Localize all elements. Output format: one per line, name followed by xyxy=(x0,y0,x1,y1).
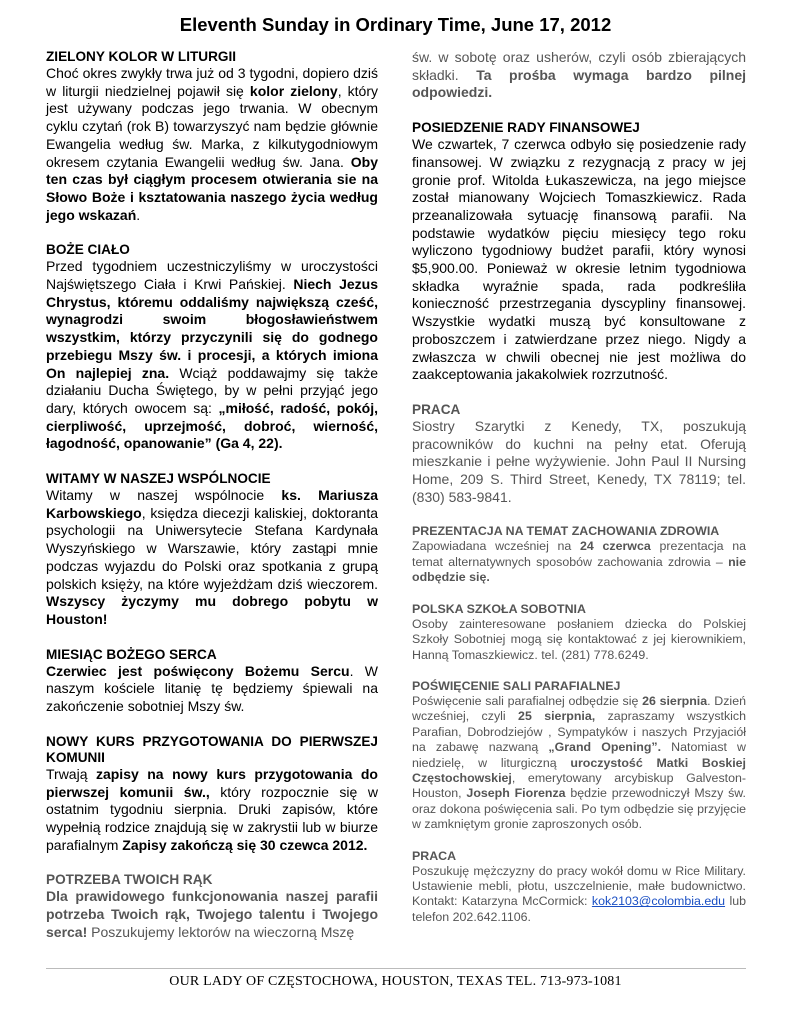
section-heading: PRACA xyxy=(412,848,457,863)
section-sala-parafialna xyxy=(412,679,746,833)
section-body xyxy=(46,258,378,453)
section-witamy xyxy=(46,471,378,629)
section-body xyxy=(46,766,378,855)
section-heading: POTRZEBA TWOICH RĄK xyxy=(46,872,213,888)
body-text: prezentacja na temat alternatywnych sposobów zachowania zdrowia – xyxy=(412,539,746,569)
section-heading: POŚWIĘCENIE SALI PARAFIALNEJ xyxy=(412,678,621,693)
section-body xyxy=(412,864,746,926)
section-rada-finansowa xyxy=(412,120,746,384)
body-text: . xyxy=(136,206,141,223)
body-bold: „miłość, radość, pokój, cierpliwość, uprzejmość, dobroć, wierność, łagodność, opanowanie” (Ga 4, 22). xyxy=(46,399,378,452)
section-body: Siostry Szarytki z Kenedy, TX, poszukują pracowników do kuchni na pełny etat. Oferują mieszkanie i pełne wyżywienie. John Paul II Nursing Home, 209 S. Third Street, Kenedy, TX 78119; tel. (830) 583-9841. xyxy=(412,417,746,505)
section-heading: POSIEDZENIE RADY FINANSOWEJ xyxy=(412,120,640,136)
section-body xyxy=(46,663,378,716)
section-zielony-kolor xyxy=(46,49,378,224)
section-body xyxy=(46,487,378,629)
body-bold: Ta prośba wymaga bardzo pilnej odpowiedzi. xyxy=(412,66,746,101)
section-body xyxy=(46,65,378,224)
body-text: . Dzień wcześniej, czyli xyxy=(412,693,746,724)
body-text: Choć okres zwykły trwa już od 3 tygodni, dopiero dziś w liturgii niedzielnej pojawił się xyxy=(46,65,378,99)
section-heading: PREZENTACJA NA TEMAT ZACHOWANIA ZDROWIA xyxy=(412,524,720,539)
body-bold: Oby ten czas był ciągłym procesem otwierania sie na Słowo Boże i ksztatowania naszego życia według jego wskazań xyxy=(46,153,378,223)
body-text: , księdza diecezji kaliskiej, doktoranta psychologii na Uniwersytecie Stefana Kardynała Wyszyńskiego w Warszawie, który zastąpi mnie podczas wyjazdu do Polski oraz spotkania z grupą polskich księży, na które wyjeżdżam dziś wieczorem. xyxy=(46,504,378,592)
section-potrzeba xyxy=(46,872,378,941)
section-szkola-sobotnia xyxy=(412,602,746,663)
section-heading: PRACA xyxy=(412,401,461,417)
section-body xyxy=(412,694,746,833)
section-praca-1 xyxy=(412,402,746,507)
page-title: Eleventh Sunday in Ordinary Time, June 17, 2012 xyxy=(179,14,612,35)
left-column xyxy=(46,49,378,959)
section-heading: BOŻE CIAŁO xyxy=(46,242,130,258)
body-text: Poszukujemy lektorów na wieczorną Mszę xyxy=(87,923,355,940)
section-praca-2 xyxy=(412,849,746,926)
section-boze-cialo xyxy=(46,242,378,453)
right-column xyxy=(412,49,746,941)
body-bold: ks. Mariusza Karbowskiego xyxy=(46,487,379,521)
footer-text: OUR LADY OF CZĘSTOCHOWA, HOUSTON, TEXAS TEL. 713-973-1081 xyxy=(169,974,622,989)
email-link[interactable]: kok2103@colombia.edu xyxy=(591,894,726,909)
body-text: Poświęcenie sali parafialnej odbędzie się xyxy=(412,693,643,708)
body-bold: uroczystość Matki Boskiej Częstochowskiej xyxy=(412,755,746,785)
body-bold: kolor zielony xyxy=(249,82,338,99)
body-bold: „Grand Opening”. xyxy=(548,740,662,755)
body-text: zapraszamy wszystkich Parafian, Dobrodziejów , Sympatyków i naszych Przyjaciół na zabawę nazwaną xyxy=(412,709,747,755)
body-bold: zapisy na nowy kurs przygotowania do pierwszej komunii św., xyxy=(46,765,378,800)
body-text: św. w sobotę oraz usherów, czyli osób zbierających składki. xyxy=(412,49,746,83)
body-bold: Zapisy zakończą się 30 czewca 2012. xyxy=(122,836,368,853)
section-body: We czwartek, 7 czerwca odbyło się posiedzenie rady finansowej. W związku z rezygnacją z pracy w jej gronie prof. Witolda Łukaszewicza, na jego miejsce został mianowany Wojciech Tomaszkiewicz. Rada przeanalizowała sytuację finansową parafii. Na podstawie wydatków pięciu miesięcy tego roku wyliczono tygodniowy budżet parafii, który wynosi $5,900.00. Ponieważ w okresie letnim tygodniowa składka wyraźnie spada, rada podkreśliła konieczność przestrzegania dyscypliny finansowej. Wszystkie wydatki muszą być konsultowane z proboszczem i zatwierdzane przez niego. Nigdy a zwłaszcza w chwili obecnej nie jest możliwa do zaakceptowania jakakolwiek rozrzutność. xyxy=(412,136,746,383)
body-bold: Joseph Fiorenza xyxy=(466,786,566,801)
body-bold: nie odbędzie się. xyxy=(412,554,746,585)
section-heading: ZIELONY KOLOR W LITURGII xyxy=(46,49,237,64)
body-text: Natomiast w niedzielę, w liturgiczną xyxy=(412,740,747,770)
footer-divider xyxy=(46,968,746,969)
section-prezentacja xyxy=(412,524,746,585)
body-text: Przed tygodniem uczestniczyliśmy w uroczystości Najświętszego Ciała i Krwi Pańskiej. xyxy=(46,258,378,293)
body-text: , który jest używany podczas jego trwania. W obecnym cyklu czytań (rok B) towarzyszyć nam będzie głównie Ewangelia według św. Marka, z kilkutygodniowym okresem czytania Ewangelii według św. Jana. xyxy=(46,82,378,170)
section-miesiac xyxy=(46,647,378,716)
body-bold: Czerwiec jest poświęcony Bożemu Sercu xyxy=(46,662,350,679)
body-text: , emerytowany arcybiskup Galveston-Houston, xyxy=(412,770,746,801)
section-kurs xyxy=(46,734,378,855)
section-heading: NOWY KURS PRZYGOTOWANIA DO PIERWSZEJ KOMUNII xyxy=(46,733,378,765)
body-bold: 25 sierpnia, xyxy=(518,709,596,724)
body-bold: 26 sierpnia xyxy=(642,693,708,708)
body-text: który rozpocznie się w ostatnim tygodniu sierpnia. Druki zapisów, które wypełnią rodzice znajdują się w zakrystii lub w biurze parafialnym xyxy=(46,783,378,853)
section-body xyxy=(412,49,746,102)
body-bold: 24 czerwca xyxy=(580,539,651,554)
section-heading: POLSKA SZKOŁA SOBOTNIA xyxy=(412,601,586,616)
body-bold: Niech Jezus Chrystus, któremu oddaliśmy największą cześć, wynagrodzi swoim błogosławieństwem wszystkim, którzy przyczynili się do godnego przebiegu Mszy św. i procesji, a których imiona On najlepiej zna. xyxy=(46,276,378,381)
body-text: Witamy w naszej wspólnocie xyxy=(46,487,282,504)
section-heading: MIESIĄC BOŻEGO SERCA xyxy=(46,646,217,662)
body-bold: Dla prawidowego funkcjonowania naszej parafii potrzeba Twoich rąk, Twojego talentu i Twojego serca! xyxy=(46,888,378,940)
body-text: lub telefon 202.642.1106. xyxy=(412,894,747,924)
section-heading: WITAMY W NASZEJ WSPÓLNOCIE xyxy=(46,471,271,487)
body-text: będzie przewodniczył Mszy św. oraz dokona poświęcenia sali. Po tym odbędzie się przyjęcie w zamkniętym gronie zaproszonych osób. xyxy=(412,786,746,832)
section-continuation xyxy=(412,49,746,102)
body-text: Poszukuję mężczyzny do pracy wokół domu w Rice Military. Ustawienie mebli, płotu, uszczelnienie, małe budownictwo. Kontakt: Katarzyna McCormick: xyxy=(412,863,746,909)
body-text: Zapowiadana wcześniej na xyxy=(412,539,581,554)
section-body: Osoby zainteresowane posłaniem dziecka do Polskiej Szkoły Sobotniej mogą się kontaktować z jej kierownikiem, Hanną Tomaszkiewicz. tel. (281) 778.6249. xyxy=(412,616,746,662)
body-text: Trwają xyxy=(46,765,96,782)
body-bold: Wszyscy życzymy mu dobrego pobytu w Houston! xyxy=(46,593,378,627)
section-body xyxy=(46,888,378,941)
section-body xyxy=(412,539,746,585)
body-text: . W naszym kościele litanię tę będziemy śpiewali na zakończenie sobotniej Mszy św. xyxy=(46,662,378,715)
body-text: Wciąż poddawajmy się także działaniu Ducha Świętego, by w pełni przyjąć jego dary, których owocem są: xyxy=(46,364,378,416)
